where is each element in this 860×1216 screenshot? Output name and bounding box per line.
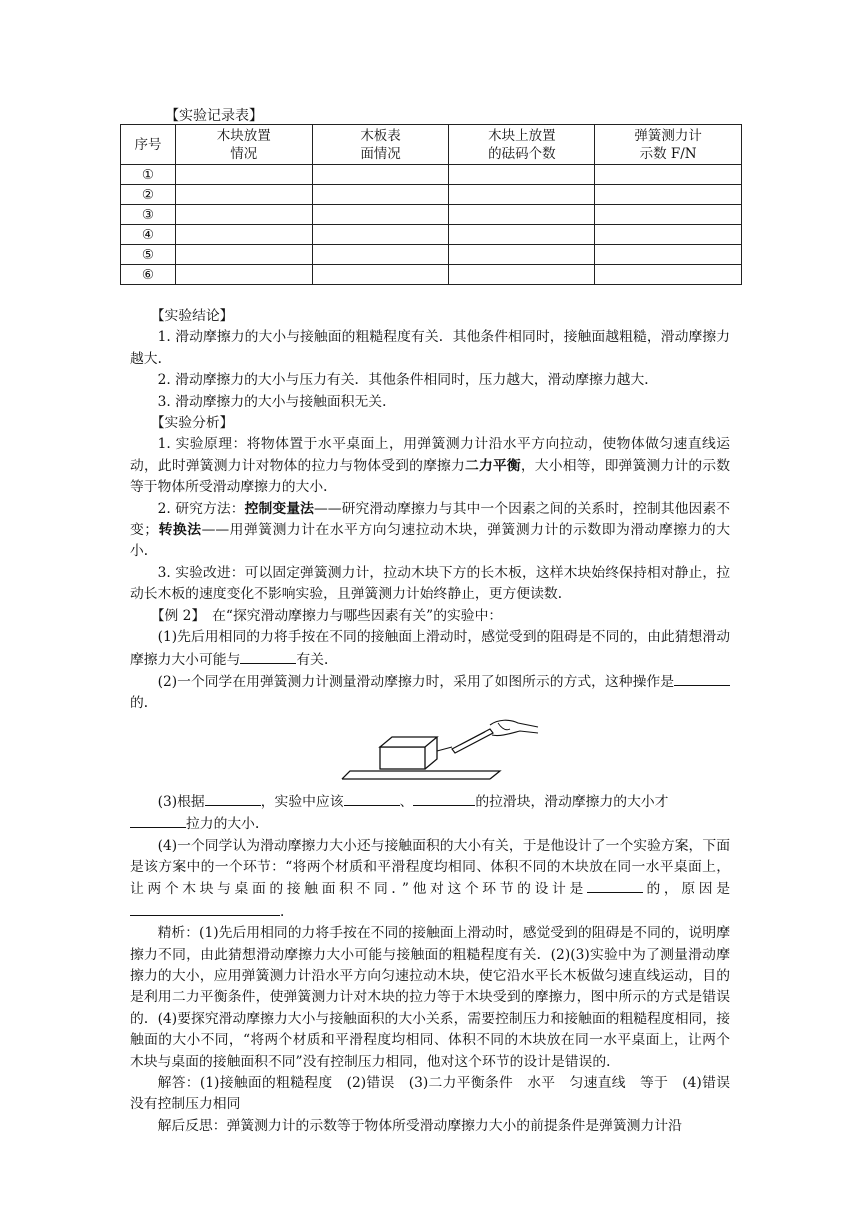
- analysis-title: 【实验分析】: [150, 415, 234, 432]
- conclusion-title: 【实验结论】: [150, 308, 234, 324]
- row-index: ③: [121, 205, 176, 225]
- row-index: ①: [121, 165, 176, 185]
- row-index: ②: [121, 185, 176, 205]
- question-2: (2)一个同学在用弹簧测力计测量滑动摩擦力时，采用了如图所示的方式，这种操作是的．: [130, 671, 730, 715]
- blank: [674, 671, 730, 686]
- conclusion-item: 1. 滑动摩擦力的大小与接触面的粗糙程度有关．其他条件相同时，接触面越粗糙，滑动摩擦力越大．: [130, 329, 730, 367]
- analysis-paragraph-1: 1. 实验原理：将物体置于水平桌面上，用弹簧测力计沿水平方向拉动，使物体做匀速直线运动，此时弹簧测力计对物体的拉力与物体受到的摩擦力二力平衡，大小相等，即弹簧测力计的示数等于物体所受滑动摩擦力的大小．: [130, 436, 731, 496]
- header-cell: 弹簧测力计 示数 F/N: [595, 125, 742, 165]
- solution-reflection: 解后反思：弹簧测力计的示数等于物体所受滑动摩擦力大小的前提条件是弹簧测力计沿: [157, 1117, 682, 1134]
- header-cell: 木板表 面情况: [312, 125, 449, 165]
- header-cell: 序号: [121, 125, 176, 165]
- question-1: (1)先后用相同的力将手按在不同的接触面上滑动时，感觉受到的阻碍是不同的，由此猜想滑动摩擦力大小可能与 有关．: [130, 629, 730, 668]
- question-4: (4)一个同学认为滑动摩擦力大小还与接触面积的大小有关，于是他设计了一个实验方案，下面是该方案中的一个环节：“将两个材质和平滑程度均相同、体积不同的木块放在同一水平桌面上，让两个木块与桌面的接触面积不同．”他对这个环节的设计是 的，原因是．: [130, 837, 731, 920]
- table-row: [121, 185, 742, 205]
- conclusion-item: 3. 滑动摩擦力的大小与接触面积无关．: [157, 393, 396, 410]
- spring-scale-diagram: [340, 717, 540, 785]
- row-index: ④: [121, 225, 176, 245]
- blank: [205, 791, 261, 806]
- blank: [344, 791, 400, 806]
- example-intro: 【例 2】 在“探究滑动摩擦力与哪些因素有关”的实验中：: [150, 607, 503, 624]
- blank: [413, 791, 475, 806]
- blank: [587, 878, 643, 893]
- conclusion-item: 2. 滑动摩擦力的大小与压力有关．其他条件相同时，压力越大，滑动摩擦力越大．: [157, 372, 659, 389]
- row-index: ⑥: [121, 265, 176, 285]
- blank: [130, 901, 280, 916]
- table-header-row: [121, 125, 742, 165]
- record-table: [120, 124, 742, 285]
- record-table-title: 【实验记录表】: [165, 108, 263, 124]
- row-index: ⑤: [121, 245, 176, 265]
- header-cell: 木块放置 情况: [175, 125, 312, 165]
- blank: [240, 649, 296, 664]
- question-3: (3)根据 ，实验中应该 、 的拉滑块，滑动摩擦力的大小才 拉力的大小．: [130, 791, 730, 836]
- analysis-paragraph-3: 3. 实验改进：可以固定弹簧测力计，拉动木块下方的长木板，这样木块始终保持相对静止，拉动长木板的速度变化不影响实验，且弹簧测力计始终静止，更方便读数．: [130, 564, 730, 603]
- spring-scale-figure: [130, 717, 730, 785]
- blank: [130, 813, 186, 828]
- solution-answer: 解答：(1)接触面的粗糙程度 (2)错误 (3)二力平衡条件 水平 匀速直线 等于 (4)错误 没有控制压力相同: [130, 1075, 744, 1113]
- analysis-paragraph-2: 2. 研究方法：控制变量法——研究滑动摩擦力与其中一个因素之间的关系时，控制其他因素不变；转换法——用弹簧测力计在水平方向匀速拉动木块，弹簧测力计的示数即为滑动摩擦力的大小．: [130, 500, 731, 560]
- table-row: [121, 165, 742, 185]
- header-cell: 木块上放置 的砝码个数: [449, 125, 595, 165]
- table-row: [121, 265, 742, 285]
- body-text: [130, 306, 744, 1137]
- table-row: [121, 225, 742, 245]
- solution-analysis: 精析：(1)先后用相同的力将手按在不同的接触面上滑动时，感觉受到的阻碍是不同的，说明摩擦力不同，由此猜想滑动摩擦力大小可能与接触面的粗糙程度有关．(2)(3)实验中为了测量滑动摩擦力的大小，应用弹簧测力计沿水平方向匀速拉动木块，使它沿水平长木板做匀速直线运动，目的是利用二力平衡条件，使弹簧测力计对木块的拉力等于木块受到的摩擦力，图中所示的方式是错误的．(4)要探究滑动摩擦力大小与接触面积的大小关系，需要控制压力和接触面的粗糙程度相同，接触面的大小不同，“将两个材质和平滑程度均相同、体积不同的木块放在同一水平桌面上，让两个木块与桌面的接触面积不同”没有控制压力相同，他对这个环节的设计是错误的．: [130, 925, 730, 1070]
- table-row: [121, 205, 742, 225]
- table-row: [121, 245, 742, 265]
- example-label: 【例 2】: [150, 607, 199, 624]
